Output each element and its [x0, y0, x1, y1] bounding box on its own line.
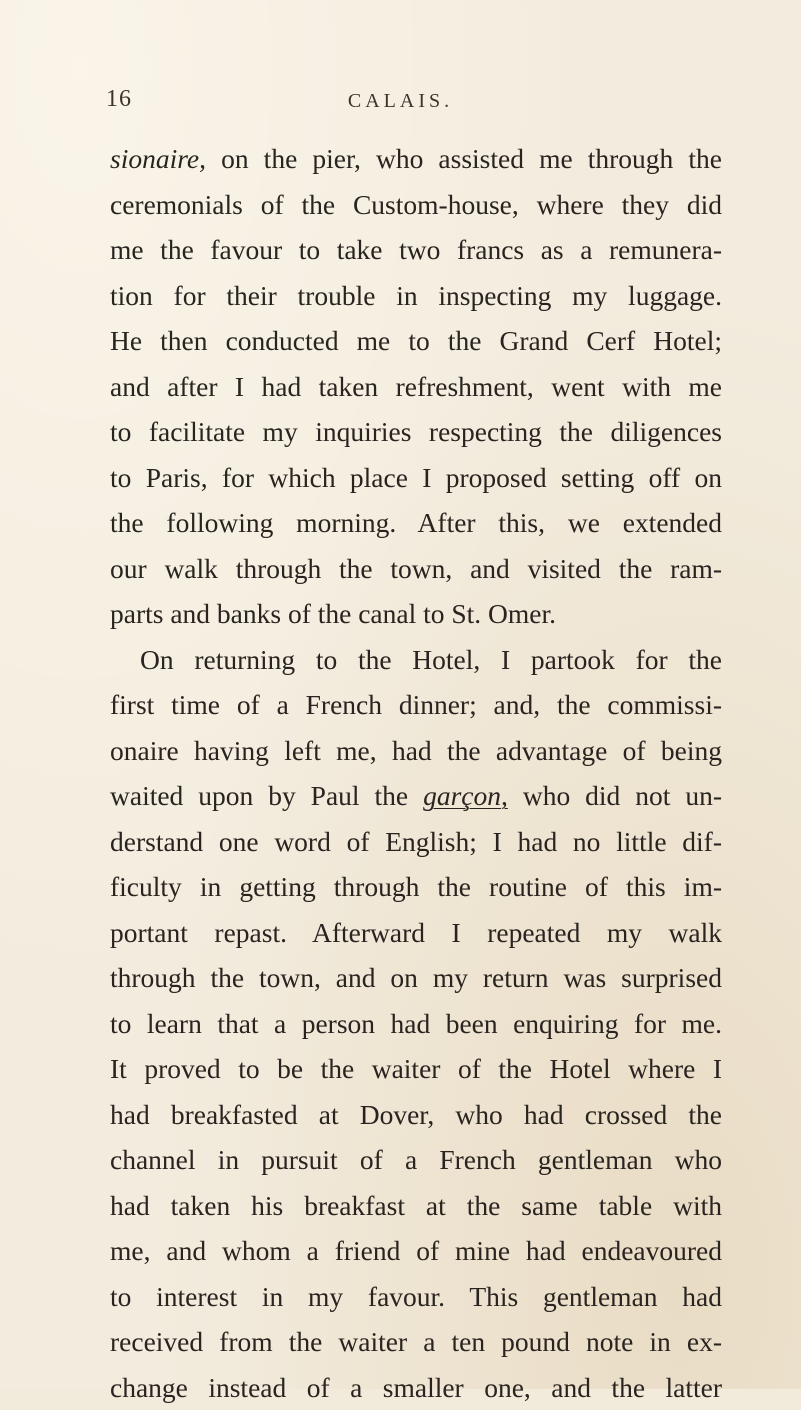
- text-line-27: received from the waiter a ten pound note in ex-: [110, 1319, 722, 1365]
- text-segment: waited upon by Paul the: [110, 780, 423, 811]
- text-line-2: ceremonials of the Custom-house, where they did: [110, 182, 722, 228]
- text-segment: on the pier, who assisted me through the: [206, 143, 722, 174]
- running-head: CALAIS.: [0, 90, 801, 113]
- italic-word: sionaire,: [110, 143, 206, 174]
- text-line-15: [110, 773, 722, 819]
- text-line-20: to learn that a person had been enquiring for me.: [110, 1001, 722, 1047]
- text-line-25: me, and whom a friend of mine had endeavoured: [110, 1228, 722, 1274]
- text-line-22: had breakfasted at Dover, who had crossed the: [110, 1092, 722, 1138]
- text-line-26: to interest in my favour. This gentleman had: [110, 1274, 722, 1320]
- text-line-16: derstand one word of English; I had no little dif-: [110, 819, 722, 865]
- text-line-28: change instead of a smaller one, and the latter: [110, 1365, 722, 1410]
- body-text: [110, 136, 722, 1410]
- text-line-17: ficulty in getting through the routine of this im-: [110, 864, 722, 910]
- text-line-5: He then conducted me to the Grand Cerf Hotel;: [110, 318, 722, 364]
- text-line-4: tion for their trouble in inspecting my luggage.: [110, 273, 722, 319]
- italic-underlined-word: garçon,: [423, 780, 508, 811]
- text-line-11: parts and banks of the canal to St. Omer.: [110, 591, 722, 637]
- text-line-9: the following morning. After this, we extended: [110, 500, 722, 546]
- text-line-8: to Paris, for which place I proposed setting off on: [110, 455, 722, 501]
- text-line-3: me the favour to take two francs as a remunera-: [110, 227, 722, 273]
- page-number: 16: [106, 86, 132, 113]
- text-line-6: and after I had taken refreshment, went with me: [110, 364, 722, 410]
- text-line-14: onaire having left me, had the advantage of being: [110, 728, 722, 774]
- text-line-12: On returning to the Hotel, I partook for the: [110, 637, 722, 683]
- text-line-10: our walk through the town, and visited the ram-: [110, 546, 722, 592]
- text-line-23: channel in pursuit of a French gentleman who: [110, 1137, 722, 1183]
- text-line-19: through the town, and on my return was surprised: [110, 955, 722, 1001]
- text-line-7: to facilitate my inquiries respecting the diligences: [110, 409, 722, 455]
- text-line-21: It proved to be the waiter of the Hotel where I: [110, 1046, 722, 1092]
- text-line-13: first time of a French dinner; and, the commissi-: [110, 682, 722, 728]
- text-line-24: had taken his breakfast at the same table with: [110, 1183, 722, 1229]
- text-line-1: [110, 136, 722, 182]
- text-segment: who did not un-: [508, 780, 722, 811]
- text-line-18: portant repast. Afterward I repeated my walk: [110, 910, 722, 956]
